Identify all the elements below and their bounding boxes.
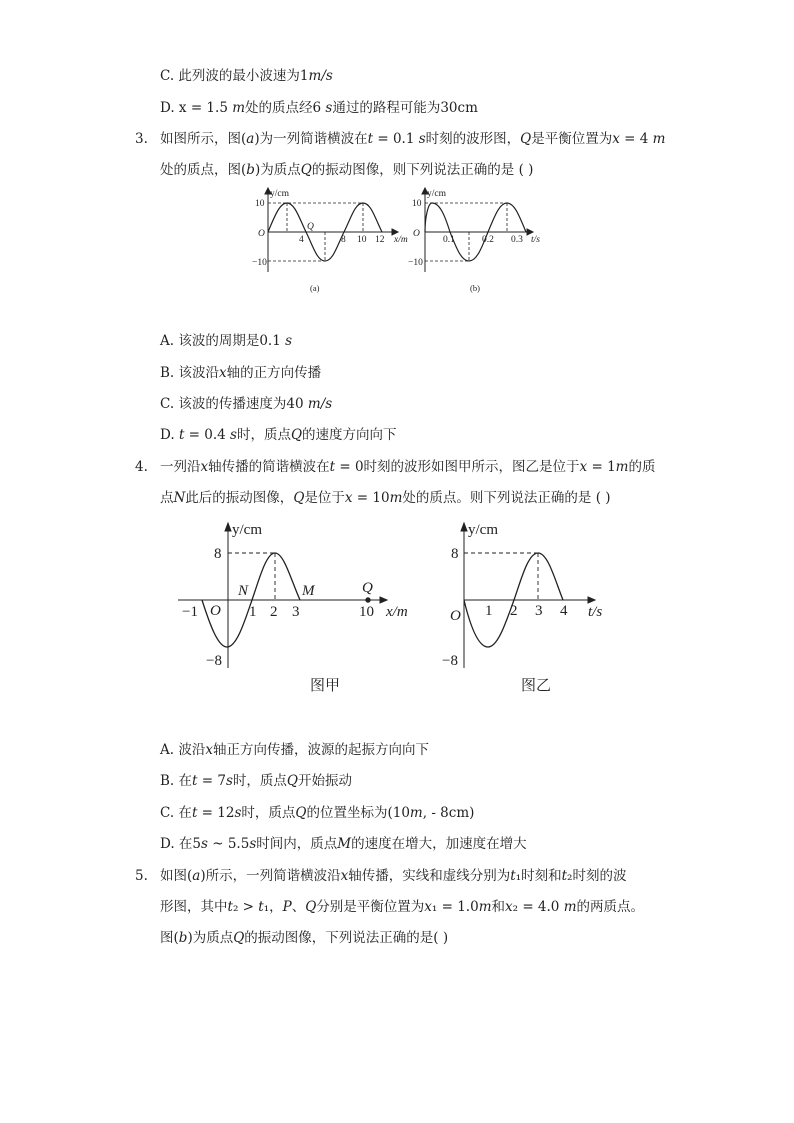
q3a-origin: O [258, 229, 265, 239]
jia-ytick-max: 8 [214, 546, 222, 562]
q3-number: 3. [135, 131, 148, 147]
q3b-xtick-1: 0.1 [443, 235, 455, 245]
q4-option-c: C. 在t = 12s时，质点Q的位置坐标为(10m, - 8cm) [160, 805, 475, 821]
q3-stem-line1: 如图所示，图(a)为一列简谐横波在t = 0.1 s时刻的波形图，Q是平衡位置为x = 4 m [160, 131, 666, 147]
q2-option-d-unit: m [232, 100, 246, 116]
q5-stem-line2: 形图，其中t₂ > t₁，P、Q分别是平衡位置为x₁ = 1.0m和x₂ = 4.0 m的两质点。 [160, 899, 645, 915]
yi-xtick-3: 3 [535, 603, 543, 619]
yi-x-arrow [588, 597, 595, 603]
q3b-ylabel: y/cm [427, 189, 446, 199]
q3b-caption: (b) [470, 283, 480, 293]
jia-ylabel: y/cm [232, 522, 262, 538]
q5-number: 5. [135, 868, 148, 884]
q4-number: 4. [135, 459, 148, 475]
jia-point-n: N [238, 583, 249, 599]
q3b-xtick-3: 0.3 [511, 235, 523, 245]
yi-xlabel: t/s [588, 604, 603, 620]
q3a-xtick-8: 8 [341, 235, 346, 245]
q3a-ytick-min: −10 [252, 258, 267, 268]
jia-ytick-min: −8 [206, 653, 222, 669]
jia-xtick-neg1: −1 [182, 604, 198, 620]
q3b-xtick-2: 0.2 [482, 235, 494, 245]
q3a-xtick-12: 12 [375, 235, 385, 245]
jia-point-m: M [302, 583, 315, 599]
q5-stem-line3: 图(b)为质点Q的振动图像，下列说法正确的是( ) [160, 930, 449, 946]
q3-option-a: A. 该波的周期是0.1 s [160, 333, 293, 349]
q4-option-b: B. 在t = 7s时，质点Q开始振动 [160, 773, 352, 789]
q3b-origin: O [413, 229, 420, 239]
q3a-caption: (a) [310, 283, 320, 293]
q3b-ytick-max: 10 [412, 199, 422, 209]
yi-ylabel: y/cm [468, 522, 498, 538]
q3a-ytick-max: 10 [255, 199, 265, 209]
q3b-ytick-min: −10 [408, 258, 423, 268]
q5-stem-line1: 如图(a)所示，一列简谐横波沿x轴传播，实线和虚线分别为t₁时刻和t₂时刻的波 [160, 868, 627, 884]
q4-option-d: D. 在5s ~ 5.5s时间内，质点M的速度在增大，加速度在增大 [160, 836, 527, 852]
yi-xtick-1: 1 [485, 603, 493, 619]
q3a-ylabel: y/cm [270, 189, 289, 199]
q2-option-d-text: 通过的路程可能为30cm [332, 100, 478, 116]
q2-option-d-unit: s [325, 100, 333, 116]
q3b-xlabel: t/s [531, 235, 540, 245]
q2-option-d-text: D. x = 1.5 [160, 100, 233, 116]
q3a-xlabel: x/m [394, 235, 408, 245]
jia-point-q: Q [362, 580, 373, 596]
q4-stem-line2: 点N此后的振动图像，Q是位于x = 10m处的质点。则下列说法正确的是 ( ) [160, 490, 611, 506]
q2-option-c-text: C. 此列波的最小波速为1 [160, 68, 309, 84]
q3a-point-q: Q [307, 222, 314, 232]
yi-caption: 图乙 [521, 678, 552, 694]
q2-option-d-text: 处的质点经6 [245, 100, 326, 116]
q3-stem-line2: 处的质点，图(b)为质点Q的振动图像，则下列说法正确的是 ( ) [160, 162, 534, 178]
q2-option-c-unit: m/s [308, 68, 333, 84]
q3a-xtick-10: 10 [357, 235, 367, 245]
jia-caption: 图甲 [310, 678, 341, 694]
jia-xtick-2: 2 [270, 604, 278, 620]
yi-ytick-max: 8 [451, 546, 459, 562]
yi-y-arrow [461, 523, 467, 531]
q3a-xtick-4: 4 [299, 235, 304, 245]
jia-xtick-3: 3 [292, 604, 300, 620]
yi-xtick-2: 2 [510, 603, 518, 619]
yi-origin: O [450, 608, 461, 624]
jia-origin: O [210, 603, 221, 619]
jia-xlabel: x/m [386, 604, 408, 620]
jia-xtick-1: 1 [249, 604, 257, 620]
q3-option-c: C. 该波的传播速度为40 m/s [160, 396, 333, 412]
q3-option-b: B. 该波沿x轴的正方向传播 [160, 365, 322, 381]
jia-xtick-10: 10 [359, 604, 374, 620]
yi-xtick-4: 4 [560, 603, 568, 619]
yi-ytick-min: −8 [442, 653, 458, 669]
q4-stem-line1: 一列沿x轴传播的简谐横波在t = 0时刻的波形如图甲所示，图乙是位于x = 1m的质 [160, 459, 656, 475]
q4-option-a: A. 波沿x轴正方向传播，波源的起振方向向下 [160, 742, 429, 758]
q3-option-d: D. t = 0.4 s时，质点Q的速度方向向下 [160, 427, 397, 443]
